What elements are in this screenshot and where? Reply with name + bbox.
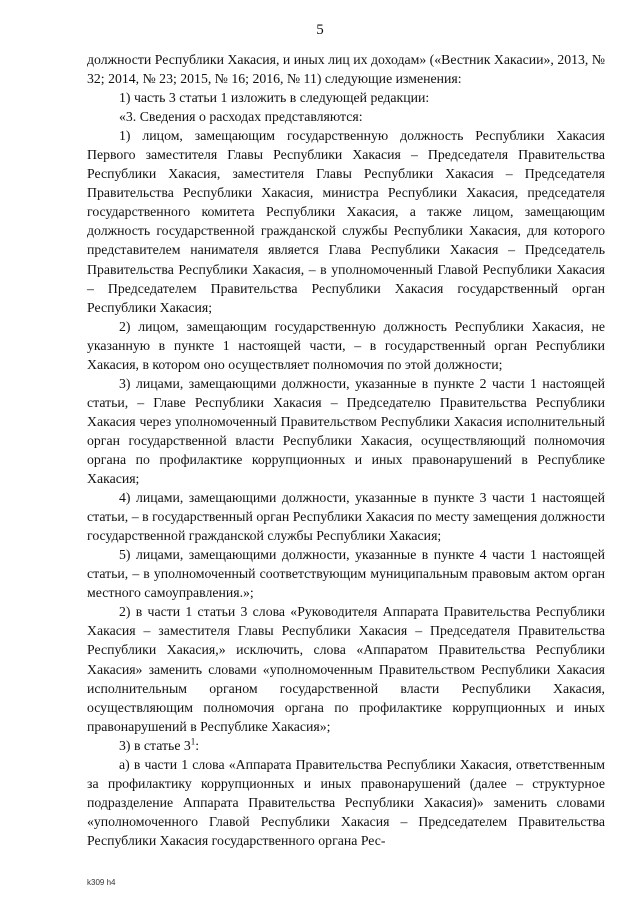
paragraph-continuation: должности Республики Хакасия, и иных лиц их доходам» («Вестник Хакасии», 2013, № 32; 2014, № 23; 2015, № 16; 2016, № 11) следующие изменения: (87, 52, 605, 87)
paragraph-item-2: 2) в части 1 статьи 3 слова «Руководителя Аппарата Правительства Республики Хакасия – заместителя Главы Республики Хакасия – Председателя Правительства Республики Хакасия,» исключить, слова «Аппаратом Правительства Республики Хакасия» заменить словами «уполномоченным Правительством Республики Хакасия исполнительным органом государственной власти Республики Хакасия, осуществляющим полномочия органа по профилактике коррупционных и иных правонарушений в Республике Хакасия»; (87, 604, 605, 734)
document-body (87, 50, 605, 850)
paragraph-subitem-a: а) в части 1 слова «Аппарата Правительства Республики Хакасия, ответственным за профилактику коррупционных и иных правонарушений (далее – структурное подразделение Аппарата Правительства Республики Хакасия)» заменить словами «уполномоченного Главой Республики Хакасия – Председателем Правительства Республики Хакасия государственного органа Рес- (87, 756, 605, 848)
paragraph-subitem-1: 1) лицом, замещающим государственную должность Республики Хакасия Первого заместителя Главы Республики Хакасия – Председателя Правительства Республики Хакасия, заместителя Главы Республики Хакасия – Председателя Правительства Республики Хакасия, министра Республики Хакасия, председателя государственного комитета Республики Хакасия, а также лицом, замещающим должность государственной гражданской службы Республики Хакасия, для которого представителем нанимателя является Глава Республики Хакасия – Председатель Правительства Республики Хакасия, – в уполномоченный Главой Республики Хакасия – Председателем Правительства Республики Хакасия государственный орган Республики Хакасия; (87, 128, 605, 315)
paragraph-subitem-2: 2) лицом, замещающим государственную должность Республики Хакасия, не указанную в пункте 1 настоящей части, – в государственный орган Республики Хакасия, в котором оно осуществляет полномочия по этой должности; (87, 318, 605, 372)
page-number: 5 (316, 22, 324, 38)
article-superscript: 1 (190, 736, 196, 747)
paragraph-subitem-3: 3) лицами, замещающими должности, указанные в пункте 2 части 1 настоящей статьи, – Главе Республики Хакасия – Председателю Правительства Республики Хакасия через уполномоченный Правительством Республики Хакасия исполнительный орган государственной власти Республики Хакасия, осуществляющий полномочия органа по профилактике коррупционных и иных правонарушений в Республике Хакасия; (87, 375, 605, 487)
item-3-tail: : (195, 737, 200, 753)
paragraph-subitem-5: 5) лицами, замещающими должности, указанные в пункте 4 части 1 настоящей статьи, – в уполномоченный соответствующим муниципальным правовым актом орган местного самоуправления.»; (87, 547, 605, 601)
paragraph-item-1: 1) часть 3 статьи 1 изложить в следующей редакции: (119, 90, 430, 106)
paragraph-part-3-heading: «3. Сведения о расходах представляются: (119, 109, 363, 125)
paragraph-item-3 (87, 736, 605, 755)
item-3-text: 3) в статье 3 (119, 737, 191, 753)
footer-document-code: k309 h4 (87, 878, 116, 887)
paragraph-subitem-4: 4) лицами, замещающими должности, указанные в пункте 3 части 1 настоящей статьи, – в государственный орган Республики Хакасия по месту замещения должности государственной гражданской службы Республики Хакасия; (87, 490, 605, 544)
